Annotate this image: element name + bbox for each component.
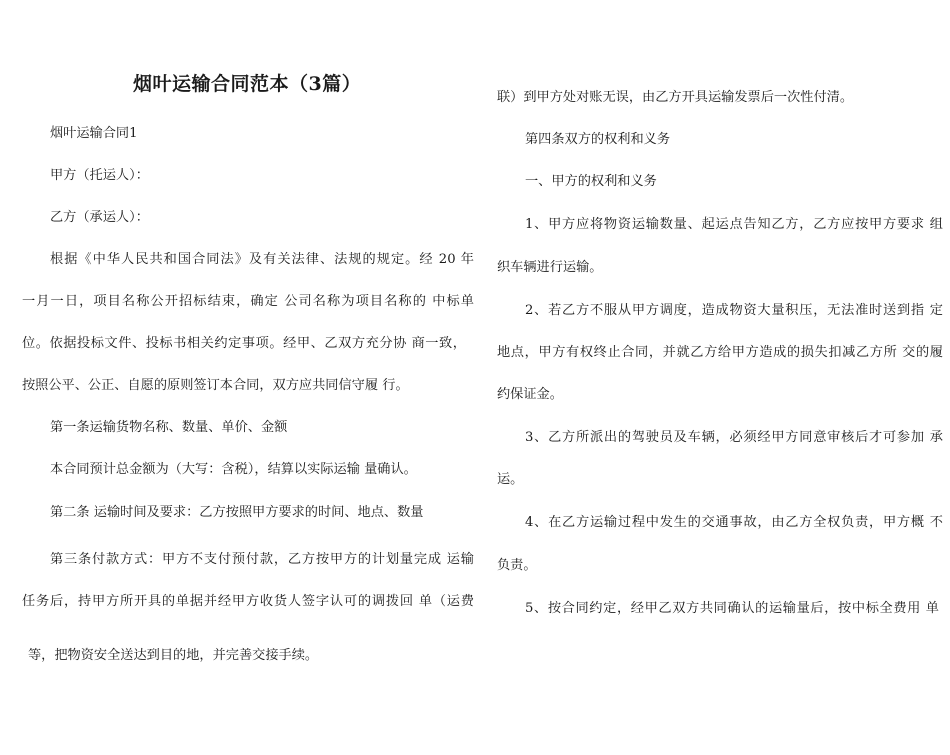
- paragraph-line: 地点，甲方有权终止合同，并就乙方给甲方造成的损失扣减乙方所 交的履: [497, 345, 943, 360]
- paragraph-line: 3、乙方所派出的驾驶员及车辆，必须经甲方同意审核后才可参加 承: [525, 430, 943, 445]
- paragraph-line: 第三条付款方式：甲方不支付预付款，乙方按甲方的计划量完成 运输: [50, 552, 474, 567]
- subsection-heading: 一、甲方的权利和义务: [525, 174, 657, 189]
- paragraph-line: 运。: [497, 472, 524, 487]
- paragraph-line: 4、在乙方运输过程中发生的交通事故，由乙方全权负责，甲方概 不: [525, 515, 943, 530]
- clause-heading: 第四条双方的权利和义务: [525, 132, 671, 147]
- paragraph-line: 任务后，持甲方所开具的单据并经甲方收货人签字认可的调拨回 单（运费: [22, 594, 474, 609]
- paragraph-line: 按照公平、公正、自愿的原则签订本合同，双方应共同信守履 行。: [22, 378, 409, 393]
- paragraph-line: 1、甲方应将物资运输数量、起运点告知乙方，乙方应按甲方要求 组: [525, 217, 943, 232]
- section-heading: 烟叶运输合同1: [50, 126, 138, 141]
- paragraph-line: 5、按合同约定，经甲乙双方共同确认的运输量后，按中标全费用 单: [525, 601, 939, 616]
- paragraph-line: 联）到甲方处对账无误，由乙方开具运输发票后一次性付清。: [497, 90, 854, 105]
- paragraph-line: 负责。: [497, 558, 537, 573]
- party-b-line: 乙方（承运人）：: [50, 210, 149, 225]
- paragraph-line: 根据《中华人民共和国合同法》及有关法律、法规的规定。经 20 年: [50, 252, 474, 267]
- clause-heading: 第一条运输货物名称、数量、单价、金额: [50, 420, 288, 435]
- paragraph-line: 等，把物资安全送达到目的地，并完善交接手续。: [28, 648, 319, 663]
- paragraph-line: 织车辆进行运输。: [497, 260, 603, 275]
- clause-heading: 第二条 运输时间及要求：乙方按照甲方要求的时间、地点、数量: [50, 505, 424, 520]
- party-a-line: 甲方（托运人）：: [50, 168, 149, 183]
- paragraph-line: 一月一日，项目名称公开招标结束，确定 公司名称为项目名称的 中标单: [22, 294, 474, 309]
- paragraph-line: 本合同预计总金额为（大写：含税），结算以实际运输 量确认。: [50, 462, 417, 477]
- paragraph-line: 2、若乙方不服从甲方调度，造成物资大量积压，无法准时送到指 定: [525, 303, 943, 318]
- paragraph-line: 位。依据投标文件、投标书相关约定事项。经甲、乙双方充分协 商一致，: [22, 336, 466, 351]
- document-title: 烟叶运输合同范本（3篇）: [133, 73, 362, 95]
- paragraph-line: 约保证金。: [497, 387, 563, 402]
